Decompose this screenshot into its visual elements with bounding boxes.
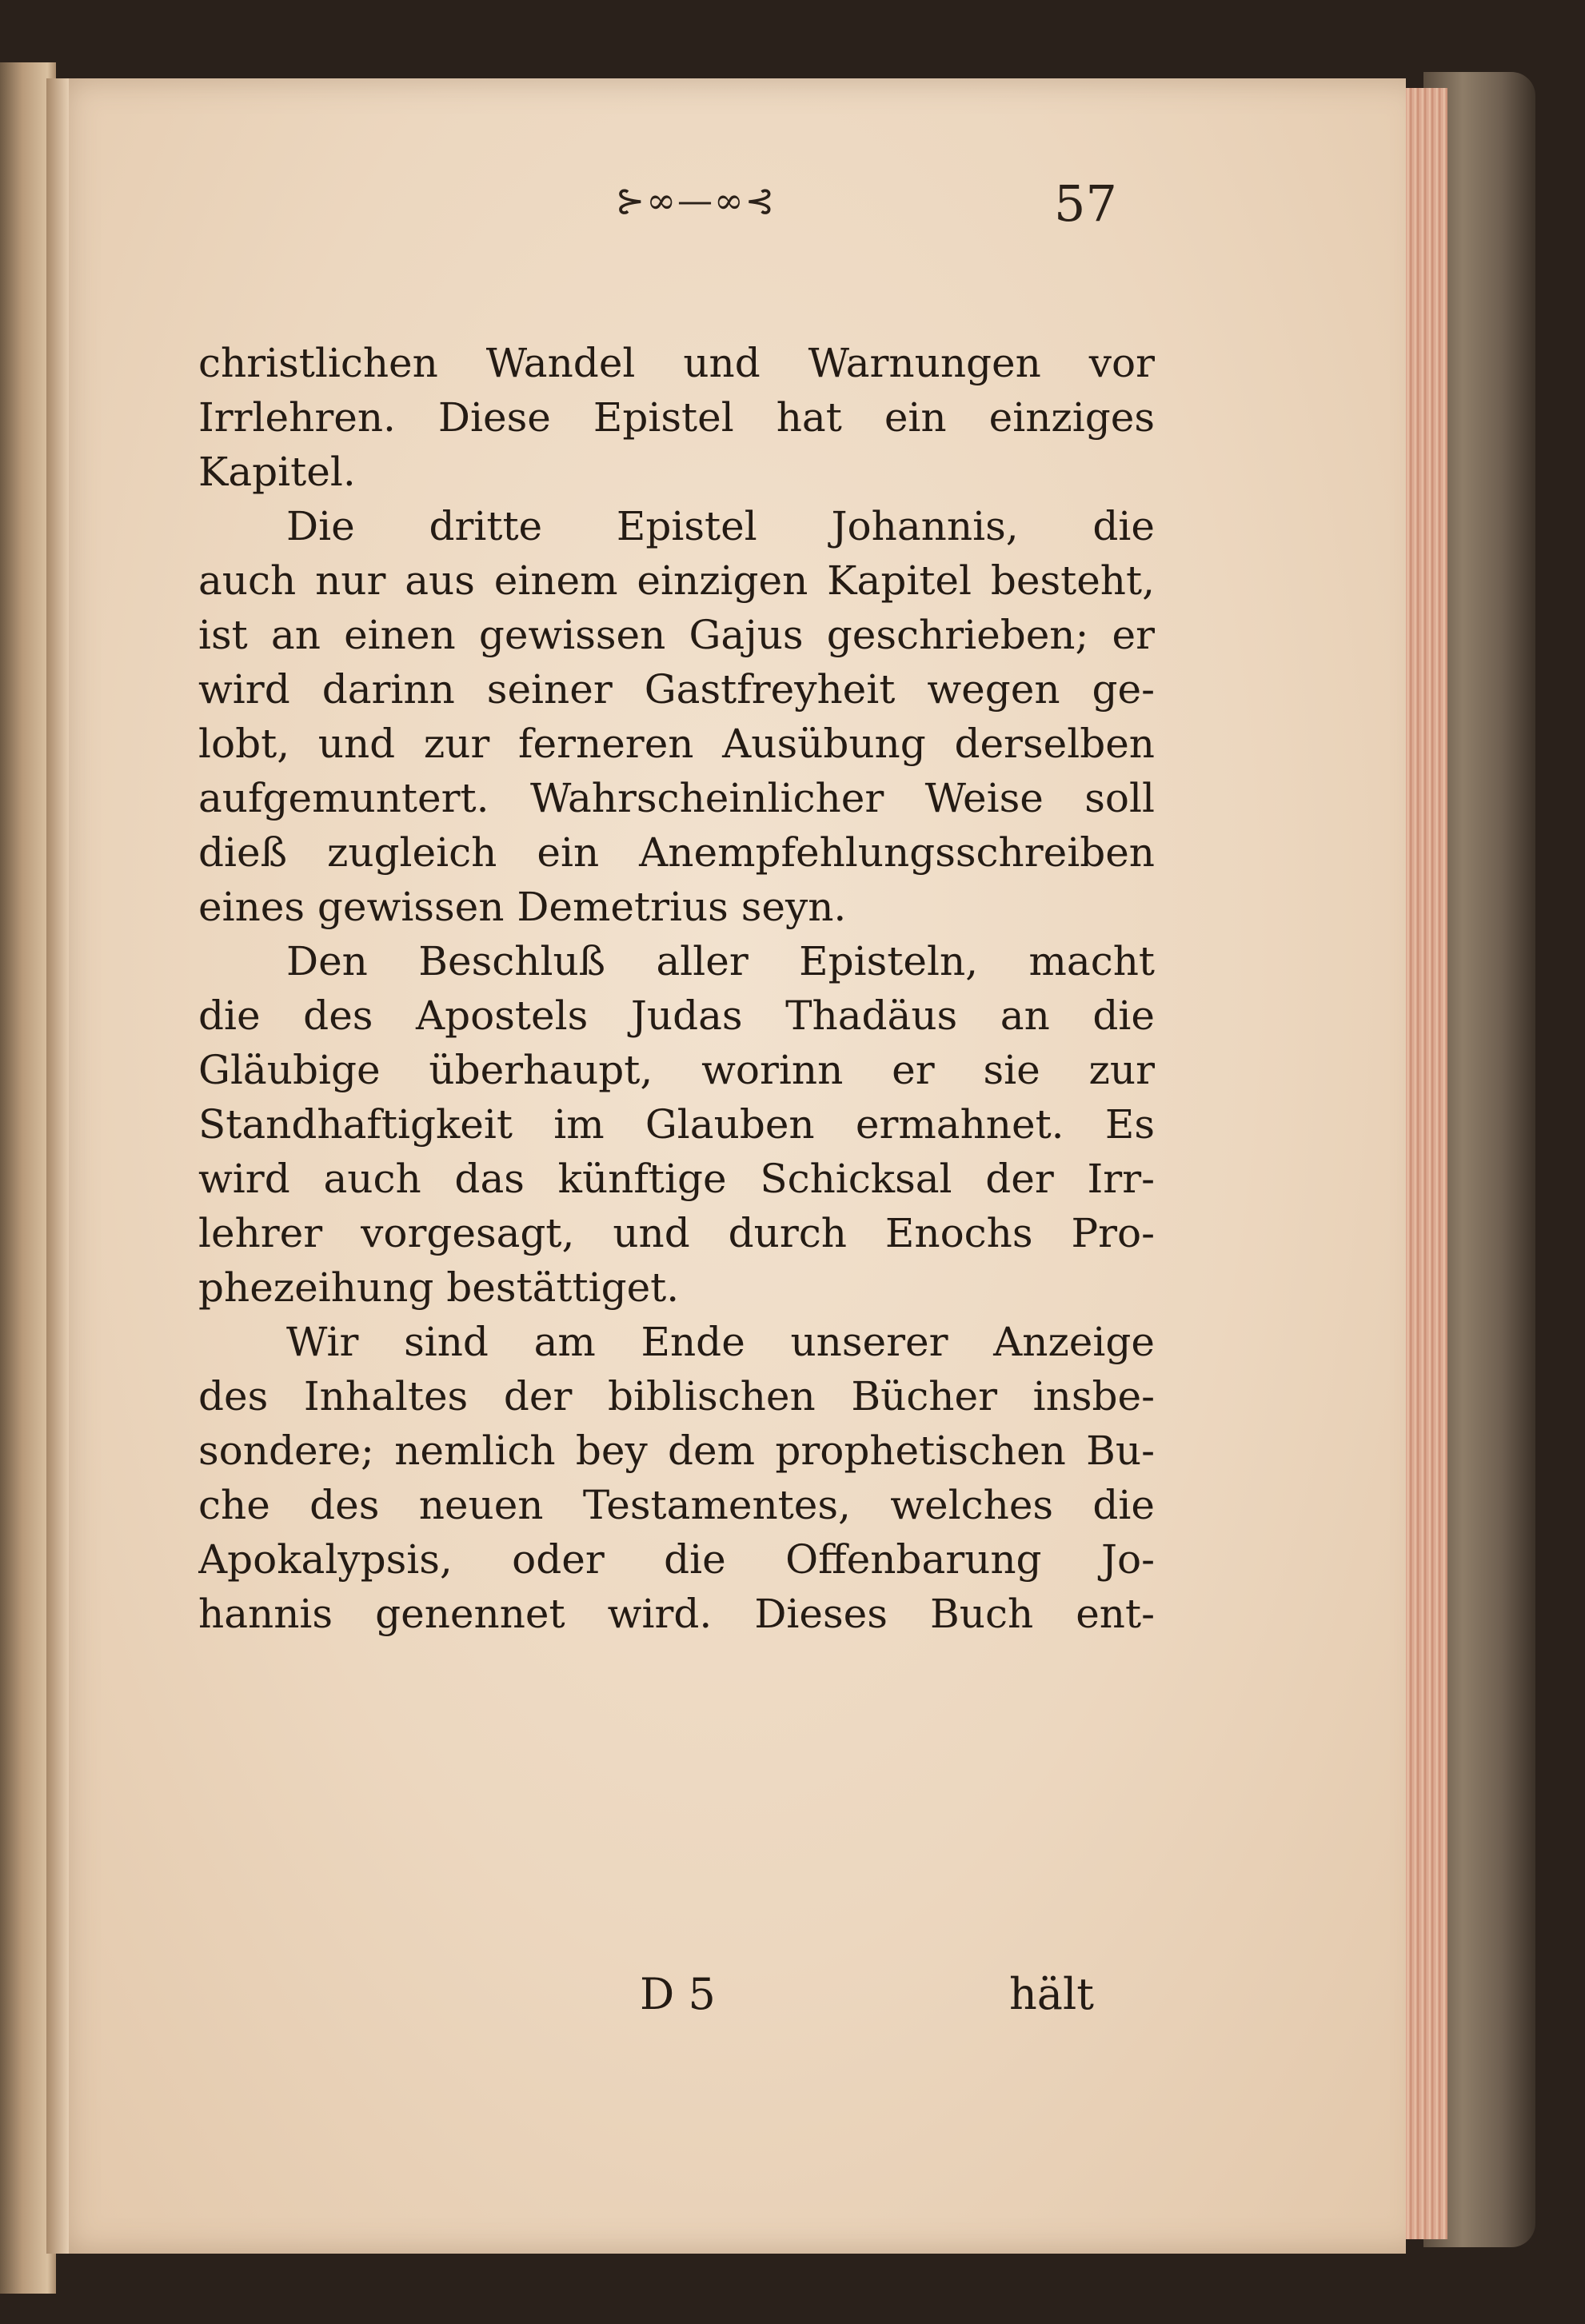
text-line: des Inhaltes der biblischen Bücher insbe- <box>198 1373 1155 1420</box>
text-line: Wir sind am Ende unserer Anzeige <box>286 1319 1155 1365</box>
text-line: aufgemuntert. Wahrscheinlicher Weise soll <box>198 775 1155 821</box>
body-text <box>198 336 1155 1641</box>
page-number: 57 <box>1054 174 1117 233</box>
text-line: Die dritte Epistel Johannis, die <box>286 503 1155 549</box>
signature-mark: D 5 <box>640 1969 716 2019</box>
text-line: die des Apostels Judas Thadäus an die <box>198 992 1155 1039</box>
text-line: Den Beschluß aller Episteln, macht <box>286 938 1155 984</box>
text-line: Apokalypsis, oder die Offenbarung Jo- <box>198 1536 1155 1583</box>
text-line: christlichen Wandel und Warnungen vor <box>198 340 1155 386</box>
text-line: Irrlehren. Diese Epistel hat ein einziges <box>198 394 1155 441</box>
text-line: che des neuen Testamentes, welches die <box>198 1482 1155 1528</box>
text-line: wird auch das künftige Schicksal der Irr- <box>198 1156 1155 1202</box>
page-gutter <box>46 78 69 2254</box>
text-line: wird darinn seiner Gastfreyheit wegen ge- <box>198 666 1155 713</box>
text-line: dieß zugleich ein Anempfehlungsschreiben <box>198 829 1155 876</box>
text-line: Standhaftigkeit im Glauben ermahnet. Es <box>198 1101 1155 1148</box>
text-line: eines gewissen Demetrius seyn. <box>198 884 847 930</box>
text-line: ist an einen gewissen Gajus geschrieben; er <box>198 612 1155 658</box>
header-ornament: ⊱∞—∞⊰ <box>615 181 777 222</box>
text-line: lehrer vorgesagt, und durch Enochs Pro- <box>198 1210 1155 1256</box>
text-line: lobt, und zur ferneren Ausübung derselben <box>198 721 1155 767</box>
text-line: Kapitel. <box>198 449 356 495</box>
text-line: Gläubige überhaupt, worinn er sie zur <box>198 1047 1155 1093</box>
text-line: hannis genennet wird. Dieses Buch ent- <box>198 1591 1155 1637</box>
text-line: phezeihung bestättiget. <box>198 1264 680 1311</box>
text-line: sondere; nemlich bey dem prophetischen Bu- <box>198 1428 1155 1474</box>
catchword: hält <box>1009 1969 1094 2019</box>
text-line: auch nur aus einem einzigen Kapitel besteht, <box>198 557 1155 604</box>
